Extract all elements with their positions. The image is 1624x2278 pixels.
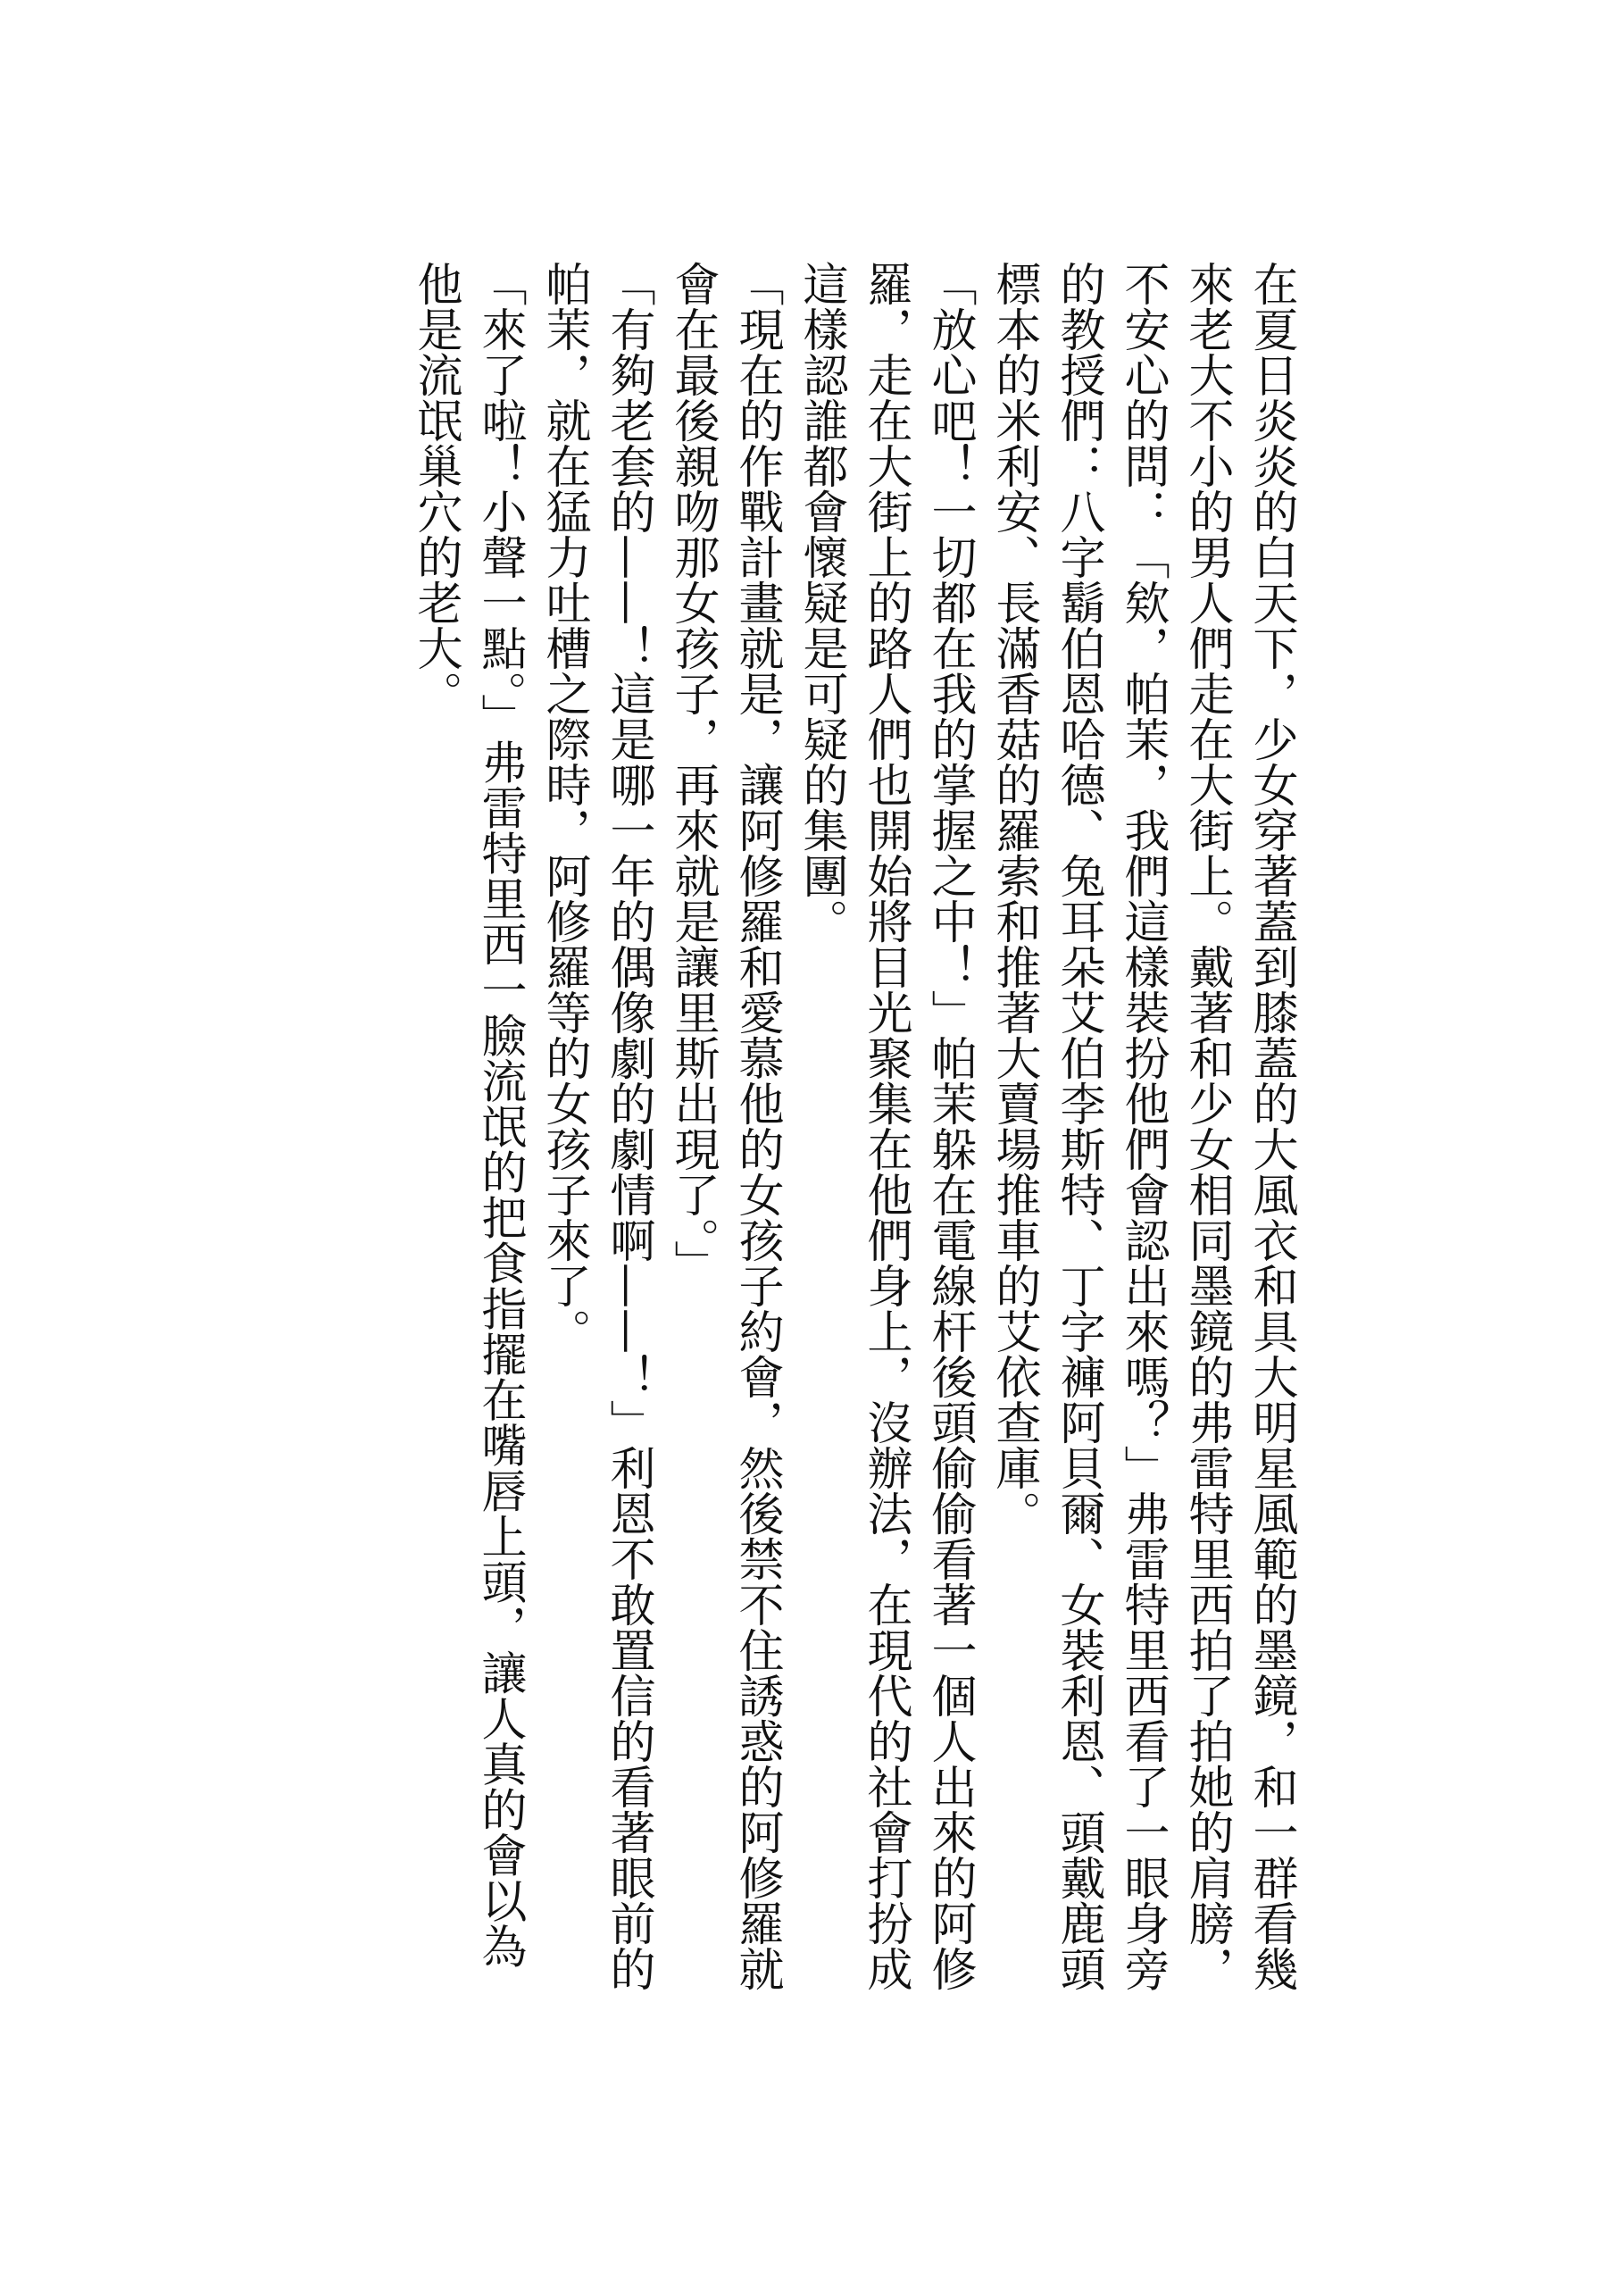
paragraph-2: 「放心吧！一切都在我的掌握之中！」帕茉躲在電線杆後頭偷偷看著一個人出來的阿修羅，走在大街上的路人們也開始將目光聚集在他們身上，沒辦法，在現代的社會打扮成這樣認誰都會懷疑是可疑的集團。 — [795, 261, 976, 1991]
paragraph-5: 「來了啦！小聲一點。」弗雷特里西一臉流氓的把食指擺在嘴唇上頭，讓人真的會以為他是流氓巢穴的老大。 — [409, 261, 526, 1969]
vertical-text-body — [403, 261, 1303, 2011]
paragraph-4: 「有夠老套的——！這是哪一年的偶像劇的劇情啊——！」利恩不敢置信的看著眼前的帕茉，就在猛力吐槽之際時，阿修羅等的女孩子來了。 — [537, 261, 654, 1991]
paragraph-3: 「現在的作戰計畫就是，讓阿修羅和愛慕他的女孩子約會，然後禁不住誘惑的阿修羅就會在最後親吻那女孩子，再來就是讓里斯出現了。」 — [666, 261, 783, 1991]
paragraph-1: 在夏日炎炎的白天下，少女穿著蓋到膝蓋的大風衣和具大明星風範的墨鏡，和一群看幾來老大不小的男人們走在大街上。戴著和少女相同墨鏡的弗雷特里西拍了拍她的肩膀，不安心的問：「欸，帕茉，我們這樣裝扮他們會認出來嗎？」弗雷特里西看了一眼身旁的教授們：八字鬍伯恩哈德、兔耳朵艾伯李斯特、丁字褲阿貝爾、女裝利恩、頭戴鹿頭標本的米利安、長滿香菇的羅索和推著大賣場推車的艾依查庫。 — [987, 261, 1297, 1991]
